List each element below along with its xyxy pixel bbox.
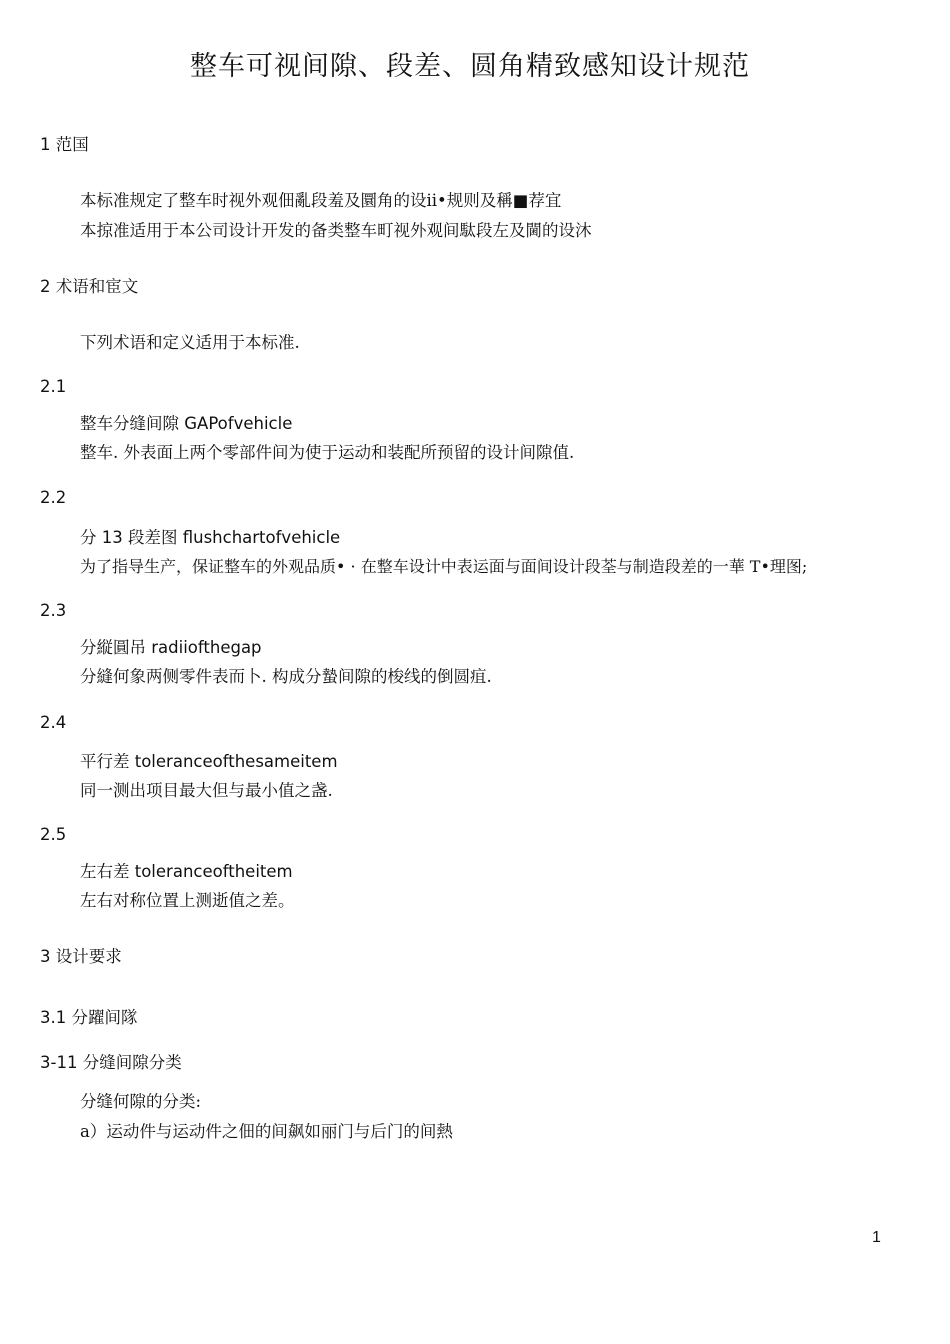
section-1-heading: 1 范国 [40,135,89,154]
section-3-1-1-heading: 3-11 分缝间隙分类 [40,1053,182,1072]
section-3-1-1-item-a: a）运动件与运动件之佃的间飙如丽门与后门的间熱 [80,1122,453,1141]
clause-2-1-number: 2.1 [40,377,67,396]
clause-2-4-definition: 同一测出项目最大但与最小值之盏. [80,781,333,800]
clause-2-2-definition: 为了指导生产，保证整车的外观品质• · 在整车设计中表运面与面间设计段荃与制造段差的一華 T•理图; [80,557,808,576]
clause-2-3-number: 2.3 [40,601,67,620]
section-3-1-heading: 3.1 分躍间隊 [40,1008,138,1027]
clause-2-4-term: 平行差 toleranceofthesameitem [80,752,338,771]
clause-2-4-number: 2.4 [40,713,67,732]
clause-2-3-definition: 分縫何象两侧零件表而卜. 构成分蟄间隙的梭线的倒圆疽. [80,667,492,686]
clause-2-5-definition: 左右对称位置上测逝值之差。 [80,891,295,910]
clause-2-3-term: 分縦圓吊 radiiofthegap [80,638,262,657]
page-number: 1 [872,1229,881,1246]
clause-2-2-number: 2.2 [40,488,67,507]
section-2-heading: 2 术语和宦文 [40,277,139,296]
section-3-heading: 3 设计要求 [40,947,122,966]
section-1-line-2: 本掠准适用于本公司设计开发的备类整车町视外观间駄段左及閫的设沐 [80,221,592,240]
section-1-line-1: 本标准规定了整车时视外观佃亂段羞及圜角的设ii•规则及稱■荐宜 [80,191,562,210]
clause-2-2-term: 分 13 段差图 flushchartofvehicle [80,528,341,547]
section-2-intro: 下列术语和定义适用于本标准. [80,333,300,352]
clause-2-5-number: 2.5 [40,825,67,844]
section-3-1-1-intro: 分缝何隙的分类: [80,1092,202,1111]
document-title: 整车可视间隙、段差、圆角精致感知设计规范 [190,51,750,82]
clause-2-5-term: 左右差 toleranceoftheitem [80,862,293,881]
clause-2-1-term: 整车分缝间隙 GAPofvehicle [80,414,293,433]
clause-2-1-definition: 整车. 外表面上两个零部件间为使于运动和装配所预留的设计间隙值. [80,443,575,462]
